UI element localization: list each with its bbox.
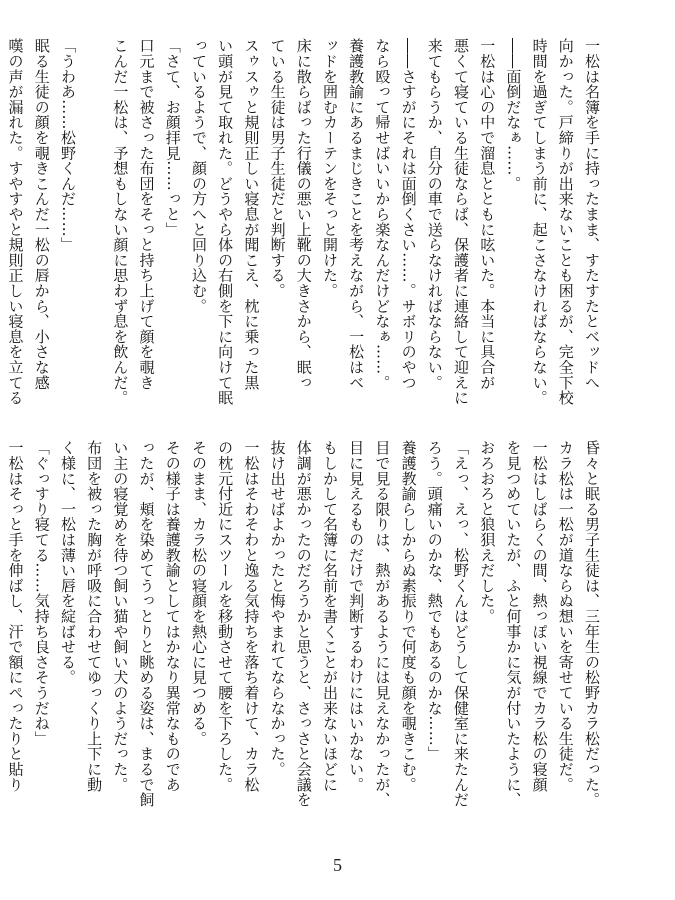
text-block-bottom bbox=[6, 440, 605, 815]
text-line: を見つめていたが、ふと何事かに気が付いたように、 bbox=[504, 440, 523, 808]
text-line: 一松はそっと手を伸ばし、汗で額にぺったりと貼り bbox=[6, 440, 25, 792]
text-line: 一松は名簿を手に持ったまま、すたすたとベッドへ bbox=[583, 38, 601, 390]
vertical-text-top bbox=[6, 38, 605, 413]
text-line: おろおろと狼狽えだした。 bbox=[478, 440, 497, 624]
text-line: い主の寝覚めを待つ飼い猫や飼い犬のようだった。 bbox=[111, 440, 130, 792]
text-line: もしかして名簿に名前を書くことが出来ないほどに bbox=[320, 440, 339, 792]
text-block-top bbox=[6, 38, 605, 413]
text-line: 抜け出せばよかったと悔やまれてならなかった。 bbox=[268, 440, 287, 777]
text-line: い頭が見て取れた。どうやら体の右側を下に向けて眠 bbox=[216, 38, 235, 406]
text-line: ったが、頬を染めてうっとりと眺める姿は、まるで飼 bbox=[137, 440, 156, 808]
text-line: 来てもらうか、自分の車で送らなければならない。 bbox=[425, 38, 444, 390]
text-line: 「えっ、えっ、松野くんはどうして保健室に来たんだ bbox=[451, 440, 470, 808]
text-line: 一松はしばらくの間、熱っぽい視線でカラ松の寝顔 bbox=[530, 440, 549, 792]
text-line: ――面倒だなぁ……。 bbox=[504, 38, 523, 191]
text-line: 「さて、お顔拝見……っと」 bbox=[163, 38, 182, 237]
text-line bbox=[81, 38, 107, 413]
text-line: 向かった。戸締りが出来ないことも困るが、完全下校 bbox=[556, 38, 575, 406]
text-line: 昏々と眠る男子生徒は、三年生の松野カラ松だった。 bbox=[583, 440, 601, 808]
text-line: そのまま、カラ松の寝顔を熱心に見つめる。 bbox=[189, 440, 208, 746]
text-line: 一松はそわそわと逸る気持ちを落ち着けて、カラ松 bbox=[242, 440, 261, 792]
text-line: 悪くて寝ている生徒ならば、保護者に連絡して迎えに bbox=[451, 38, 470, 406]
text-line: 布団を被った胸が呼吸に合わせてゆっくり上下に動 bbox=[85, 440, 104, 792]
text-line: っているようで、顔の方へと回り込む。 bbox=[189, 38, 208, 314]
text-line: 養護教諭にあるまじきことを考えながら、一松はベ bbox=[347, 38, 366, 390]
text-line: 養護教諭らしからぬ素振りで何度も顔を覗きこむ。 bbox=[399, 440, 418, 792]
text-line: 「ぐっすり寝てる……気持ち良さそうだね」 bbox=[32, 440, 51, 746]
text-line: その様子は養護教諭としてはかなり異常なものであ bbox=[163, 440, 182, 792]
text-line: ろう。頭痛いのかな、熱でもあるのかな……」 bbox=[425, 440, 444, 762]
text-line: カラ松は一松が道ならぬ想いを寄せている生徒だ。 bbox=[556, 440, 575, 792]
vertical-text-bottom bbox=[6, 440, 605, 815]
text-line: 床に散らばった行儀の悪い上靴の大きさから、眠っ bbox=[294, 38, 313, 390]
text-line bbox=[0, 440, 2, 815]
text-line: 目に見えるものだけで判断するわけにはいかない。 bbox=[347, 440, 366, 792]
text-line: 口元まで被さった布団をそっと持ち上げて顔を覗き bbox=[137, 38, 156, 390]
page-number: 5 bbox=[333, 855, 342, 875]
text-line: ている生徒は男子生徒だと判断する。 bbox=[268, 38, 287, 299]
text-line: 一松は心の中で溜息とともに呟いた。本当に具合が bbox=[478, 38, 497, 390]
text-line: ッドを囲むカーテンをそっと開けた。 bbox=[320, 38, 339, 299]
text-line: く様に、一松は薄い唇を綻ばせる。 bbox=[58, 440, 77, 685]
text-line: 体調が悪かったのだろうかと思うと、さっさと会議を bbox=[294, 440, 313, 808]
text-line: 嘆の声が漏れた。すやすやと規則正しい寝息を立てる bbox=[6, 38, 25, 406]
text-line: 時間を過ぎてしまう前に、起こさなければならない。 bbox=[530, 38, 549, 406]
text-line: スゥスゥと規則正しい寝息が聞こえ、枕に乗った黒 bbox=[242, 38, 261, 390]
text-line: 目で見る限りは、熱があるようには見えなかったが、 bbox=[373, 440, 392, 808]
text-line: なら殴って帰せばいいから楽なんだけどなぁ……。 bbox=[373, 38, 392, 390]
text-line: こんだ一松は、予想もしない顔に思わず息を飲んだ。 bbox=[111, 38, 130, 406]
text-line: の枕元付近にスツールを移動させて腰を下ろした。 bbox=[216, 440, 235, 792]
text-line: ――さすがにそれは面倒くさい……。サボリのやつ bbox=[399, 38, 418, 390]
text-line: 眠る生徒の顔を覗きこんだ一松の唇から、小さな感 bbox=[32, 38, 51, 390]
text-line: 「うわあ……松野くんだ……」 bbox=[58, 38, 77, 253]
